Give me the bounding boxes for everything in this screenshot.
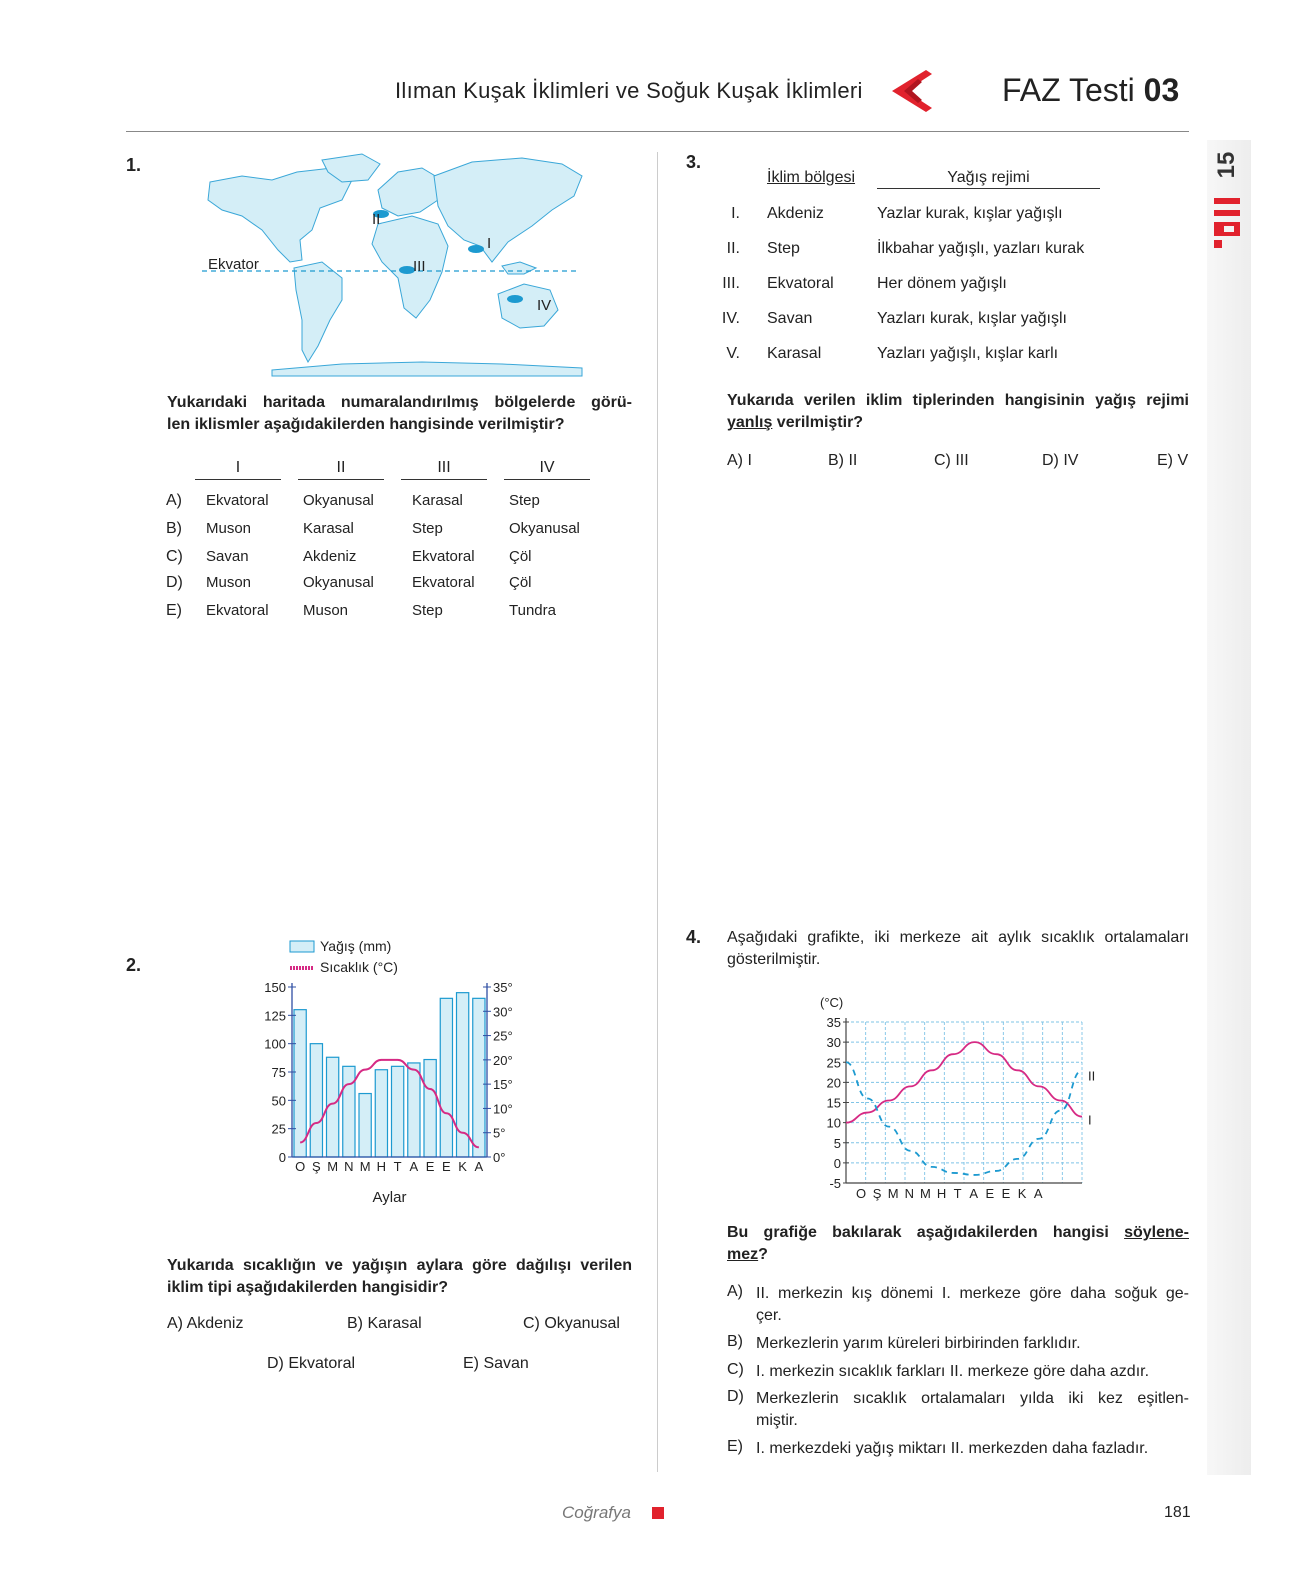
right-tick-label: 10° [493, 1101, 513, 1117]
precip-bar [343, 1066, 355, 1157]
q4-text-underlined: söylene- [1124, 1224, 1189, 1241]
option-letter: B) [727, 1333, 743, 1350]
option-letter: E) [166, 602, 182, 619]
q2-option-b[interactable]: B) Karasal [347, 1315, 422, 1332]
legend-swatch-precip [290, 941, 314, 952]
y-tick-label: 30 [826, 1035, 841, 1051]
region-name: Akdeniz [767, 205, 824, 222]
regime-text: İlkbahar yağışlı, yazları kurak [877, 240, 1085, 257]
month-label: M [359, 1159, 371, 1174]
precip-bar [424, 1060, 436, 1157]
q3-row [720, 345, 1150, 371]
month-label: A [474, 1159, 484, 1174]
option-cell: Muson [206, 520, 252, 537]
faz-chevron-icon [888, 68, 934, 114]
map-label-ii: II [372, 211, 381, 228]
left-tick-label: 50 [271, 1093, 286, 1109]
right-tick-label: 35° [493, 980, 513, 995]
right-tick-label: 0° [493, 1150, 506, 1165]
option-letter: E) [727, 1438, 743, 1455]
option-cell: Step [412, 602, 443, 619]
option-cell: Ekvatoral [412, 548, 475, 565]
q2-option-d[interactable]: D) Ekvatoral [267, 1355, 356, 1372]
option-cell: Savan [206, 548, 249, 565]
option-cell: Step [412, 520, 443, 537]
option-text [756, 1388, 1189, 1432]
footer-square-icon [652, 1507, 664, 1519]
temperature-chart [815, 985, 1115, 1210]
series-ii-label: II [1088, 1068, 1096, 1084]
left-tick-label: 125 [264, 1008, 286, 1024]
option-cell: Akdeniz [303, 548, 357, 565]
option-line: miştir. [756, 1412, 798, 1429]
month-label: Ş [312, 1159, 321, 1174]
world-map [202, 150, 602, 386]
option-cell: Okyanusal [303, 574, 374, 591]
right-tick-label: 30° [493, 1004, 513, 1020]
option-letter: C) [727, 1361, 744, 1378]
y-tick-label: 15 [826, 1095, 841, 1111]
q2-option-c[interactable]: C) Okyanusal [523, 1315, 620, 1332]
q4-text-rest: ? [758, 1246, 768, 1263]
q4-intro-line2: gösterilmiştir. [727, 951, 821, 968]
y-tick-label: 0 [833, 1155, 841, 1171]
q3-text-line1: Yukarıda verilen iklim tiplerinden hangisinin yağış rejimi [727, 392, 1189, 409]
option-text: Merkezlerin yarım küreleri birbirinden farklıdır. [756, 1335, 1081, 1352]
column-divider [657, 152, 658, 1472]
option-cell: Ekvatoral [206, 602, 269, 619]
q3-header-regime: Yağış rejimi [877, 169, 1100, 189]
q3-option-a[interactable]: A) I [727, 452, 752, 469]
option-cell: Çöl [509, 574, 532, 591]
month-label: E [1001, 1186, 1011, 1201]
precip-bar [359, 1094, 371, 1157]
test-label [1002, 72, 1179, 109]
q1-text-line2: len iklismler aşağıdakilerden hangisinde verilmiştir? [167, 416, 565, 433]
option-cell: Karasal [303, 520, 354, 537]
q3-text [727, 390, 1189, 434]
regime-text: Yazları yağışlı, kışlar karlı [877, 345, 1059, 362]
y-tick-label: -5 [829, 1176, 841, 1191]
q3-text-line2 [727, 412, 1189, 434]
q1-option-c[interactable] [166, 548, 606, 572]
option-cell: Ekvatoral [206, 492, 269, 509]
option-text: I. merkezin sıcaklık farkları II. merkeze göre daha azdır. [756, 1363, 1150, 1380]
q3-row [720, 275, 1150, 301]
left-tick-label: 0 [278, 1150, 286, 1165]
option-text [756, 1283, 1189, 1327]
q3-header-region: İklim bölgesi [767, 169, 856, 186]
q4-text-line1-start: Bu grafiğe bakılarak aşağıdakilerden hangisi [727, 1224, 1125, 1241]
month-label: K [458, 1159, 467, 1174]
test-prefix: FAZ Testi [1002, 72, 1135, 108]
q1-col-iv: IV [504, 459, 590, 480]
sidebar [1207, 140, 1251, 1475]
y-tick-label: 25 [826, 1055, 841, 1071]
month-label: K [1017, 1186, 1027, 1201]
option-letter: D) [166, 574, 183, 591]
roman-numeral: V. [726, 345, 740, 362]
precip-bar [408, 1063, 420, 1157]
month-label: M [327, 1159, 339, 1174]
q1-option-a[interactable] [166, 492, 606, 516]
right-tick-label: 15° [493, 1077, 513, 1093]
map-label-iv: IV [537, 297, 552, 314]
q4-intro-line1: Aşağıdaki grafikte, iki merkeze ait aylık sıcaklık ortalamaları [727, 929, 1189, 946]
q2-option-a[interactable]: A) Akdeniz [167, 1315, 244, 1332]
map-label-iii: III [413, 258, 426, 275]
equator-label: Ekvator [208, 256, 259, 273]
roman-numeral: III. [722, 275, 740, 292]
precip-bar [392, 1066, 404, 1157]
series-i-label: I [1088, 1112, 1092, 1128]
month-label: A [969, 1186, 979, 1201]
regime-text: Yazları kurak, kışlar yağışlı [877, 310, 1067, 327]
month-label: A [1033, 1186, 1043, 1201]
q2-option-e[interactable]: E) Savan [463, 1355, 529, 1372]
option-cell: Muson [303, 602, 349, 619]
right-tick-label: 20° [493, 1052, 513, 1068]
month-label: A [409, 1159, 419, 1174]
option-letter: A) [166, 492, 182, 509]
month-label: E [985, 1186, 995, 1201]
faz-logo-icon [1212, 196, 1242, 252]
q4-intro [727, 927, 1189, 971]
precip-bar [375, 1070, 387, 1157]
climate-chart [255, 938, 555, 1240]
q2-text-line1: Yukarıda sıcaklığın ve yağışın aylara göre dağılışı verilen [167, 1257, 632, 1274]
footer-subject: Coğrafya [562, 1503, 631, 1522]
q2-text-line2: iklim tipi aşağıdakilerden hangisidir? [167, 1279, 448, 1296]
option-line: II. merkezin kış dönemi I. merkeze göre daha soğuk ge- [756, 1285, 1189, 1302]
region-name: Karasal [767, 345, 822, 362]
legend-label-temp: Sıcaklık (°C) [320, 959, 398, 975]
option-line: Merkezlerin sıcaklık ortalamaları yılda iki kez eşitlen- [756, 1390, 1189, 1407]
q2-text [167, 1255, 632, 1299]
page-title: Ilıman Kuşak İklimleri ve Soğuk Kuşak İklimleri [395, 78, 863, 103]
q4-text-underlined-2: mez [727, 1246, 759, 1263]
q1-option-b[interactable] [166, 520, 606, 544]
test-number: 03 [1143, 72, 1180, 108]
month-label: O [295, 1159, 306, 1174]
q1-text-line1: Yukarıdaki haritada numaralandırılmış bölgelerde görü- [167, 394, 632, 411]
y-tick-label: 20 [826, 1075, 841, 1091]
roman-numeral: II. [726, 240, 740, 257]
precip-bar [294, 1010, 306, 1157]
month-label: M [887, 1186, 899, 1201]
option-letter: B) [166, 520, 182, 537]
q4-text-line2 [727, 1244, 1189, 1266]
q1-col-i: I [195, 459, 281, 480]
q3-text-underlined: yanlış [727, 414, 773, 431]
month-label: H [936, 1186, 947, 1201]
y-tick-label: 5 [833, 1135, 841, 1151]
q3-row [720, 205, 1150, 231]
regime-text: Her dönem yağışlı [877, 275, 1007, 292]
regime-text: Yazlar kurak, kışlar yağışlı [877, 205, 1063, 222]
month-label: E [442, 1159, 451, 1174]
option-line: çer. [756, 1307, 782, 1324]
header-divider [126, 131, 1189, 132]
left-tick-label: 75 [271, 1065, 286, 1080]
legend-label-precip: Yağış (mm) [320, 938, 392, 954]
region-name: Step [767, 240, 800, 257]
option-letter: C) [166, 548, 183, 565]
q4-text-line1 [727, 1222, 1189, 1244]
option-cell: Step [509, 492, 540, 509]
option-cell: Çöl [509, 548, 532, 565]
month-label: E [425, 1159, 435, 1174]
y-tick-label: 35 [826, 1015, 841, 1030]
region-name: Savan [767, 310, 813, 327]
left-tick-label: 25 [271, 1121, 286, 1137]
month-label: Ş [872, 1186, 882, 1201]
option-letter: A) [727, 1283, 743, 1300]
option-cell: Ekvatoral [412, 574, 475, 591]
page-number: 181 [1164, 1504, 1191, 1521]
q3-row [720, 310, 1150, 336]
q1-text [167, 392, 632, 436]
month-label: O [855, 1186, 867, 1201]
precip-bar [440, 998, 452, 1157]
left-tick-label: 150 [264, 980, 286, 995]
q1-col-ii: II [298, 459, 384, 480]
month-label: H [376, 1159, 387, 1174]
right-tick-label: 5° [493, 1125, 506, 1141]
option-cell: Okyanusal [509, 520, 580, 537]
q3-row [720, 240, 1150, 266]
map-label-i: I [487, 235, 492, 252]
roman-numeral: I. [731, 205, 740, 222]
option-letter: D) [727, 1388, 744, 1405]
option-cell: Muson [206, 574, 252, 591]
q3-option-e[interactable]: E) V [1157, 452, 1189, 469]
faz-number: 15 [1213, 151, 1240, 179]
q1-option-e[interactable] [166, 602, 606, 626]
left-tick-label: 100 [264, 1036, 286, 1052]
q2-number: 2. [126, 955, 142, 975]
region-name: Ekvatoral [767, 275, 834, 292]
unit-label: (°C) [820, 995, 844, 1010]
q3-option-c[interactable]: C) III [934, 452, 969, 469]
q3-text-rest: verilmiştir? [772, 414, 864, 431]
q3-option-b[interactable]: B) II [828, 452, 858, 469]
precip-bar [310, 1044, 322, 1157]
q3-number: 3. [686, 152, 702, 172]
x-axis-label: Aylar [372, 1189, 407, 1206]
option-cell: Tundra [509, 602, 556, 619]
month-label: N [904, 1186, 915, 1201]
option-text: I. merkezdeki yağış miktarı II. merkezden daha fazladır. [756, 1440, 1149, 1457]
q4-text [727, 1222, 1189, 1266]
month-label: N [344, 1159, 354, 1174]
q4-number: 4. [686, 927, 702, 947]
q1-option-d[interactable] [166, 574, 606, 598]
right-tick-label: 25° [493, 1028, 513, 1044]
month-label: T [953, 1186, 962, 1201]
q3-option-d[interactable]: D) IV [1042, 452, 1079, 469]
month-label: M [919, 1186, 931, 1201]
q1-col-iii: III [401, 459, 487, 480]
q1-number: 1. [126, 155, 142, 175]
option-cell: Okyanusal [303, 492, 374, 509]
y-tick-label: 10 [826, 1115, 841, 1131]
option-cell: Karasal [412, 492, 463, 509]
roman-numeral: IV. [721, 310, 740, 327]
month-label: T [393, 1159, 402, 1174]
